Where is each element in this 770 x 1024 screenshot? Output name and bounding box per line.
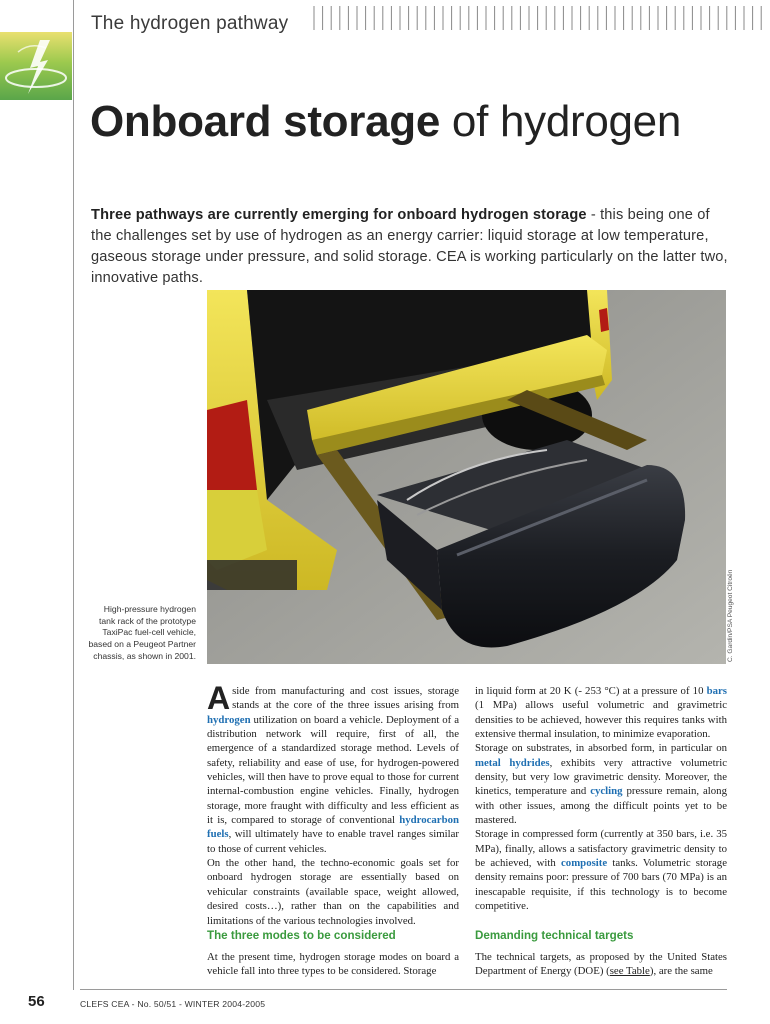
body-column-2: [475, 684, 727, 914]
col1-paragraph-3: At the present time, hydrogen storage modes on board a vehicle fall into three types to be considered. Storage: [207, 951, 459, 978]
subheading-three-modes: The three modes to be considered: [207, 929, 396, 942]
col2-text: (1 MPa) allows useful volumetric and gravimetric densities to be achieved, however this requires tanks with extensive thermal insulation, to minimize evaporation.: [475, 699, 727, 741]
col1-text: side from manufacturing and cost issues, storage stands at the core of the three issues arising from: [232, 685, 459, 712]
intro-bold: Three pathways are currently emerging for onboard hydrogen storage: [91, 207, 587, 223]
glossary-link-hydrogen[interactable]: hydrogen: [207, 713, 251, 726]
glossary-link-hydrocarbon-fuels[interactable]: hydrocarbon fuels: [207, 814, 459, 841]
see-table-link[interactable]: see Table: [609, 965, 650, 978]
photo-caption: High-pressure hydrogen tank rack of the prototype TaxiPac fuel-cell vehicle, based on a Peugeot Partner chassis, as shown in 2001.: [88, 604, 196, 661]
margin-rule: [73, 0, 74, 990]
footer-rule: [80, 989, 727, 990]
article-title: [90, 97, 681, 147]
col2-text: ), are the same: [649, 965, 713, 978]
col2-text: tanks. Volumetric storage density remains poor: pressure of 700 bars (70 MPa) is an inescapable requisite, if this technology is to become competitive.: [475, 857, 727, 913]
col2-paragraph-3: [475, 827, 727, 913]
body-column-1: [207, 680, 459, 928]
col2-text: pressure remain, along with other issues, among the difficult points yet to be mastered.: [475, 785, 727, 827]
photo-credit: C. Gardin/PSA Peugeot Citroën: [727, 569, 734, 662]
intro-rest: - this being one of the challenges set by use of hydrogen as an energy carrier: liquid storage at low temperature, gaseous storage under pressure, and solid storage. CEA is working particularly on the latter two, innovative paths.: [91, 207, 728, 286]
page-number: 56: [28, 993, 45, 1010]
glossary-link-composite[interactable]: composite: [561, 857, 608, 870]
title-rest: of hydrogen: [440, 97, 682, 146]
footer-publication: CLEFS CEA - No. 50/51 - WINTER 2004-2005: [80, 999, 266, 1009]
col2-paragraph-1: [475, 684, 727, 741]
col2-paragraph-2: [475, 741, 727, 827]
col2-text: in liquid form at 20 K (- 253 °C) at a pressure of 10: [475, 685, 707, 697]
col2-text: The technical targets, as proposed by the United States Department of Energy (DOE) (: [475, 951, 727, 978]
col2-text: , exhibits very attractive volumetric density, but very low gravimetric density. Moreover, the kinetics, temperature and: [475, 756, 727, 798]
drop-cap: A: [207, 680, 231, 716]
col2-text: Storage on substrates, in absorbed form, in particular on: [475, 742, 727, 755]
col2-text: Storage in compressed form (currently at 350 bars, i.e. 35 MPa), finally, allows a satisfactory gravimetric density to be achieved, with: [475, 828, 727, 870]
col1-paragraph-2: On the other hand, the techno-economic goals set for onboard hydrogen storage are essentially based on vehicular constraints (available space, weight allowed, desired costs…), rather than on the capabilities and limitations of the various technologies involved.: [207, 857, 459, 927]
col1-text: , will ultimately have to enable travel ranges similar to those of current vehicles.: [207, 828, 459, 855]
glossary-link-bars[interactable]: bars: [706, 685, 727, 697]
glossary-link-metal-hydrides[interactable]: metal hydrides: [475, 756, 550, 769]
col2-paragraph-4: [475, 950, 727, 979]
section-label: The hydrogen pathway: [91, 13, 289, 34]
intro-paragraph: [91, 205, 731, 289]
col1-paragraph-1: [207, 680, 459, 856]
col1-text: utilization on board a vehicle. Deployment of a distribution network will require, first of all, the emergence of a standardized storage method. Levels of safety, reliability and ease of use, for hydrogen-powered vehicles, will then have to prove equal to those for current internal-combustion engine vehicles. Finally, hydrogen storage, more fraught with difficulty and less efficient as it is, compared to storage of conventional: [207, 713, 459, 827]
subheading-technical-targets: Demanding technical targets: [475, 929, 634, 942]
glossary-link-cycling[interactable]: cycling: [590, 785, 623, 798]
title-bold: Onboard storage: [90, 97, 440, 146]
header-tick-rule: [313, 4, 767, 34]
vehicle-hydrogen-tank-photo: [207, 290, 726, 664]
hydrogen-pathway-logo: [0, 32, 72, 100]
